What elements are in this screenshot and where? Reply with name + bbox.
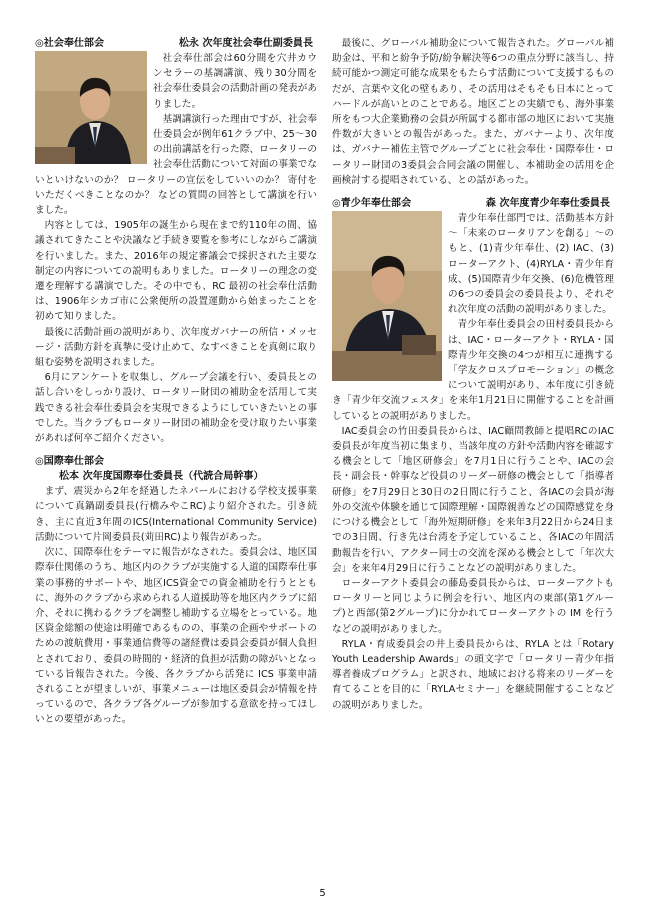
left-column — [35, 36, 317, 728]
youth-paragraph-1: 青少年奉仕部門では、活動基本方針～「未来のロータリアンを創る」～のもと、(1)青少年奉仕、(2) IAC、(3)ローターアクト、(4)RYLA・青少年育成、(5)国際青少年交換、(6)危機管理の6つの委員会の委員長より、それぞれ次年度の活動の説明がありました。 — [448, 213, 614, 316]
intl-section-title: ◎国際奉仕部会 — [35, 456, 105, 468]
right-column — [332, 36, 614, 713]
social-section-header — [35, 36, 317, 51]
speaker-photo-illustration — [35, 51, 147, 164]
section-title: ◎青少年奉仕部会 — [332, 198, 412, 210]
social-paragraph-2: 基調講演行った理由ですが、社会奉仕委員会が例年61クラブ中、25～30の出前講話を行った際、ロータリーの社会奉仕活動について対面の事業でないといけないのか？ ロータリーの宣伝をしていいのか？ 寄付をいただくべきことなのか？ などの質問の回答として講演を行いました。 — [35, 113, 317, 217]
intl-paragraph-2: 次に、国際奉仕をテーマに報告がなされた。委員会は、地区国際奉仕関係のうち、地区内のクラブが実施する人道的国際奉仕事業の事務的サポートや、地区ICS資金での資金補助を行うとともに、海外のクラブから求められる人道援助等を地区内クラブに紹介、それに携わるクラブを調整し補助する立場をとっている。地区資金総額の使途は明確であるものの、事業の企画やサポートのための渡航費用・事業通信費等の諸経費は委員会委員が個人負担とされており、委員の時間的・経済的負担が活動の障がいとなっている旨報告された。今後、各クラブから活発に ICS 事業申請されることが望ましいが、事業メニューは地区委員会が情報を持っているので、各クラブ各グループが参加する意欲を持ってほしいとの要望があった。 — [35, 547, 317, 726]
speaker-photo-matsunaga — [35, 51, 147, 164]
speaker-name: 森 次年度青少年奉仕委員長 — [485, 198, 610, 210]
intl-speaker-name: 松本 次年度国際奉仕委員長（代読合局幹事） — [59, 471, 264, 483]
social-paragraph-5: 6月にアンケートを収集し、グループ会議を行い、委員長との話し合いをしっかり設け、ロータリー財団の補助金を活用して実践できる社会奉仕委員会を実現できるようにしていきたいとの事でした。当クラブもロータリー財団の補助金を受け取りたい事業があれば何卒ご紹介ください。 — [35, 372, 317, 445]
social-paragraph-1: 社会奉仕部会は60分間を穴井カウンセラーの基調講演、残り30分間を社会奉仕委員会の活動計画の発表がありました。 — [153, 53, 317, 110]
youth-paragraph-5: RYLA・育成委員会の井上委員長からは、RYLA とは「Rotary Youth Leadership Awards」の頭文字で「ロータリー青少年指導者養成プログラム」と訳され、地域における将来のリーダーを育てることを目的に「RYLAセミナー」を継続開催することなどの説明がありました。 — [332, 638, 614, 711]
global-grant-paragraph: 最後に、グローバル補助金について報告された。グローバル補助金は、平和と紛争予防/紛争解決等6つの重点分野に該当し、持続可能かつ測定可能な成果をもたらす活動について支援するものだが、言葉や文化の壁もあり、その活用はそもそも日本にとってハードルが高いとのことである。地区ごとの実績でも、海外事業所をもつ大企業勤務の会員が所属する都市部の地区において実施件数が大きいとの報告があった。また、ガバナーより、次年度は、ガバナー補佐主管でグループごとに社会奉仕・国際奉仕・ロータリー財団の3委員会合同会議の開催し、本補助金の活用を企画検討する提唱されている、との話があった。 — [332, 38, 614, 186]
youth-section-header — [332, 196, 614, 211]
speaker-name: 松永 次年度社会奉仕副委員長 — [178, 38, 313, 49]
youth-paragraph-3: IAC委員会の竹田委員長からは、IAC顧問教師と提唱RCのIAC委員長が年度当初に集まり、当該年度の方針や活動内容を確認する機会として「地区研修会」を7月1日に行うことや、IACの会長・副会長・幹事など役員のリーダー研修の機会として「指導者研修」を7月29日と30日の2日間に行うこと、各IACの会員が海外の交流や体験を通じて国際理解・国際親善などの国際感覚を身につける機会として「海外短期研修」を来年3月22日から24日までの3日間、行き先は台湾を予定していること、各IACの年間活動報告を行い、アクター同士の交流を深める機会として「年次大会」を来年4月29日に行うことなどの説明がありました。 — [332, 425, 614, 574]
youth-paragraph-2: 青少年奉仕委員会の田村委員長からは、IAC・ローターアクト・RYLA・国際青少年交換の4つが相互に連携する「学友クロスプロモーション」の概念について説明があり、本年度に引き続き「青少年交流フェスタ」を来年1月21日に開催することを計画しているとの説明がありました。 — [332, 319, 614, 422]
section-title: ◎社会奉仕部会 — [35, 38, 105, 49]
social-paragraph-4: 最後に活動計画の説明があり、次年度ガバナーの所信・メッセージ・活動方針を真摯に受け止めて、なすべきことを真剣に取り組む姿勢を説明されました。 — [35, 326, 317, 369]
speaker-photo-illustration — [332, 211, 442, 381]
speaker-photo-mori — [332, 211, 442, 381]
intl-paragraph-1: まず、震災から2年を経過したネパールにおける学校支援事業について真鍋副委員長(行橋みやこRC)より紹介された。引き続き、主に直近3年間のICS(International Community Service)活動について片岡委員長(苅田RC)より報告があった。 — [35, 486, 317, 543]
social-paragraph-3: 内容としては、1905年の誕生から現在まで約110年の間、協議されてきたことや決議など手続き要覧を参考にしながらご講演を行いました。また、2016年の規定審議会で採択された主要な制定の内容についての説明もありました。ロータリーの理念の変遷を理解する講演でした。その中でも、RC 最初の社会奉仕活動は、1906年シカゴ市に公衆便所の設置運動から始まったことを初めて知りました。 — [35, 220, 317, 323]
page-number: 5 — [319, 888, 326, 899]
youth-paragraph-4: ローターアクト委員会の藤島委員長からは、ローターアクトもロータリーと同じように例会を行い、地区内の東部(第1グループ)と西部(第2グループ)に分かれてローターアクトの IM を行うなどの説明がありました。 — [332, 577, 614, 635]
